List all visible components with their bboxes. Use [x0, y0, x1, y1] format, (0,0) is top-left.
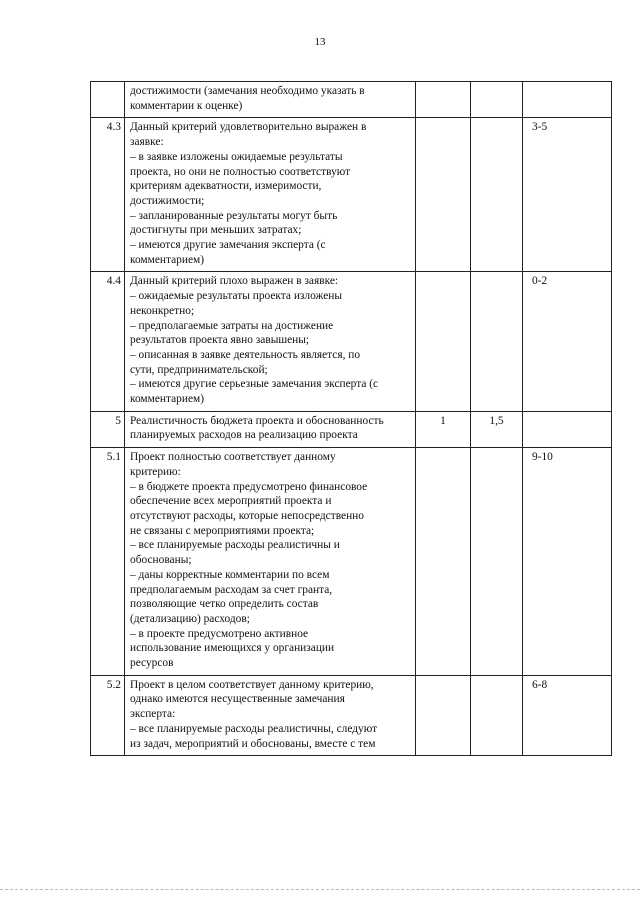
- table-row: [91, 82, 612, 118]
- weight-coefficient-2: [471, 118, 523, 272]
- description-line: – описанная в заявке деятельность является, по: [130, 348, 361, 361]
- description-line: комментарии к оценке): [130, 99, 243, 112]
- criterion-number: 5: [91, 411, 125, 447]
- criterion-description: [125, 675, 416, 756]
- description-line: – в бюджете проекта предусмотрено финансовое: [130, 480, 368, 493]
- description-line: отсутствуют расходы, которые непосредственно: [130, 509, 364, 522]
- criterion-number: [91, 82, 125, 118]
- criterion-description: [125, 118, 416, 272]
- description-line: комментарием): [130, 393, 205, 406]
- criteria-table-body: [91, 82, 612, 756]
- description-line: (детализацию) расходов;: [130, 612, 250, 625]
- score-range: 0-2: [523, 272, 612, 411]
- description-line: сути, предпринимательской;: [130, 363, 268, 376]
- description-line: – в проекте предусмотрено активное: [130, 627, 309, 640]
- criterion-number: 5.2: [91, 675, 125, 756]
- score-range: [523, 411, 612, 447]
- weight-coefficient-2: [471, 82, 523, 118]
- description-line: Данный критерий плохо выражен в заявке:: [130, 275, 339, 288]
- description-line: Проект полностью соответствует данному: [130, 451, 336, 464]
- description-line: достижимости;: [130, 194, 205, 207]
- weight-coefficient-2: 1,5: [471, 411, 523, 447]
- description-line: проекта, но они не полностью соответствуют: [130, 165, 351, 178]
- table-row: [91, 411, 612, 447]
- weight-coefficient-2: [471, 272, 523, 411]
- description-line: обоснованы;: [130, 554, 192, 567]
- description-line: использование имеющихся у организации: [130, 642, 335, 655]
- criterion-description: [125, 411, 416, 447]
- description-line: Реалистичность бюджета проекта и обоснованность: [130, 414, 384, 427]
- weight-coefficient-1: [416, 272, 471, 411]
- description-line: – все планируемые расходы реалистичны, следуют: [130, 722, 378, 735]
- criterion-description: [125, 448, 416, 676]
- weight-coefficient-2: [471, 675, 523, 756]
- table-row: [91, 448, 612, 676]
- description-line: достигнуты при меньших затратах;: [130, 224, 302, 237]
- description-line: обеспечение всех мероприятий проекта и: [130, 495, 332, 508]
- description-line: достижимости (замечания необходимо указать в: [130, 85, 365, 97]
- description-line: – в заявке изложены ожидаемые результаты: [130, 150, 343, 163]
- description-line: комментарием): [130, 253, 205, 266]
- weight-coefficient-1: [416, 675, 471, 756]
- criterion-number: 4.3: [91, 118, 125, 272]
- criteria-table: [90, 81, 612, 756]
- score-range: 6-8: [523, 675, 612, 756]
- criterion-description: [125, 82, 416, 118]
- description-line: неконкретно;: [130, 304, 195, 317]
- description-line: – все планируемые расходы реалистичны и: [130, 539, 340, 552]
- description-line: результатов проекта явно завышены;: [130, 334, 310, 347]
- weight-coefficient-1: 1: [416, 411, 471, 447]
- table-row: [91, 675, 612, 756]
- description-line: эксперта:: [130, 708, 176, 721]
- description-line: Данный критерий удовлетворительно выражен в: [130, 121, 367, 134]
- description-line: Проект в целом соответствует данному критерию,: [130, 678, 374, 691]
- table-row: [91, 118, 612, 272]
- description-line: не связаны с мероприятиями проекта;: [130, 524, 315, 537]
- criterion-description: [125, 272, 416, 411]
- score-range: 9-10: [523, 448, 612, 676]
- description-line: – ожидаемые результаты проекта изложены: [130, 290, 343, 303]
- description-line: – предполагаемые затраты на достижение: [130, 319, 334, 332]
- weight-coefficient-2: [471, 448, 523, 676]
- description-line: критерию:: [130, 465, 181, 478]
- description-line: ресурсов: [130, 657, 174, 670]
- table-row: [91, 272, 612, 411]
- criterion-number: 5.1: [91, 448, 125, 676]
- score-range: [523, 82, 612, 118]
- description-line: критериям адекватности, измеримости,: [130, 180, 322, 193]
- description-line: из задач, мероприятий и обоснованы, вместе с тем: [130, 737, 376, 750]
- score-range: 3-5: [523, 118, 612, 272]
- description-line: – имеются другие серьезные замечания эксперта (с: [130, 378, 379, 391]
- weight-coefficient-1: [416, 448, 471, 676]
- description-line: планируемых расходов на реализацию проекта: [130, 429, 358, 442]
- weight-coefficient-1: [416, 82, 471, 118]
- description-line: предполагаемым расходам за счет гранта,: [130, 583, 333, 596]
- description-line: – имеются другие замечания эксперта (с: [130, 239, 326, 252]
- description-line: однако имеются несущественные замечания: [130, 693, 345, 706]
- page-number: 13: [314, 36, 326, 48]
- description-line: заявке:: [130, 136, 164, 149]
- criterion-number: 4.4: [91, 272, 125, 411]
- scan-edge-rule: [0, 889, 640, 890]
- description-line: – даны корректные комментарии по всем: [130, 568, 330, 581]
- description-line: – запланированные результаты могут быть: [130, 209, 338, 222]
- weight-coefficient-1: [416, 118, 471, 272]
- description-line: позволяющие четко определить состав: [130, 598, 319, 611]
